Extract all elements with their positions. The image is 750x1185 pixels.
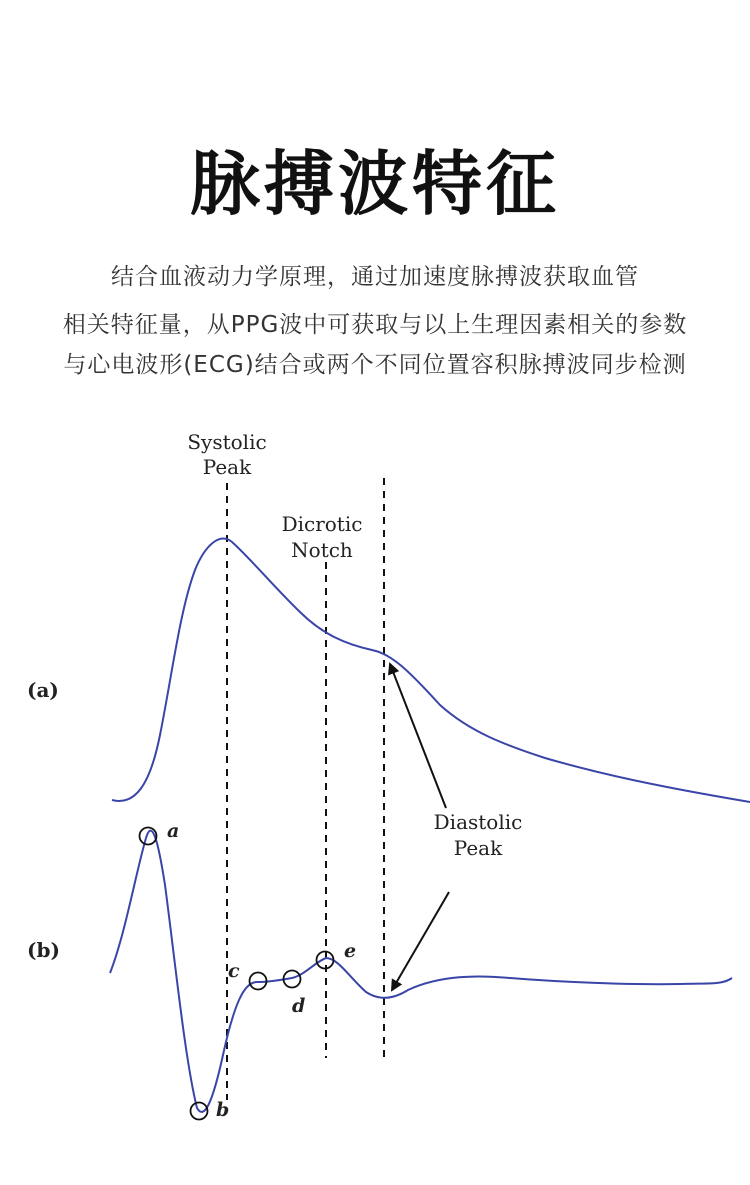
point-c-label: c bbox=[228, 960, 240, 982]
diastolic-arrow-lower bbox=[392, 892, 449, 990]
point-d-label: d bbox=[292, 995, 306, 1017]
point-a-label: a bbox=[167, 820, 180, 842]
point-b-label: b bbox=[216, 1099, 230, 1121]
description-line-1: 结合血液动力学原理，通过加速度脉搏波获取血管 bbox=[111, 264, 639, 290]
description-line-3: 与心电波形(ECG)结合或两个不同位置容积脉搏波同步检测 bbox=[63, 352, 687, 378]
dicrotic-notch-label-line-1: Dicrotic bbox=[281, 512, 363, 536]
diastolic-peak-label-line-1: Diastolic bbox=[433, 810, 523, 834]
page-title: 脉搏波特征 bbox=[190, 143, 560, 225]
point-e-label: e bbox=[344, 940, 357, 962]
description-line-2: 相关特征量，从PPG波中可获取与以上生理因素相关的参数 bbox=[62, 312, 688, 338]
systolic-peak-label-line-1: Systolic bbox=[187, 430, 267, 454]
ppg-waveform-curve bbox=[112, 539, 750, 803]
systolic-peak-label-line-2: Peak bbox=[202, 455, 252, 479]
dicrotic-notch-label-line-2: Notch bbox=[291, 538, 353, 562]
panel-a-label: (a) bbox=[27, 678, 59, 702]
panel-b-label: (b) bbox=[27, 938, 60, 962]
diastolic-arrow-upper bbox=[390, 664, 446, 808]
apg-waveform-curve bbox=[110, 831, 732, 1112]
diastolic-peak-label-line-2: Peak bbox=[453, 836, 503, 860]
